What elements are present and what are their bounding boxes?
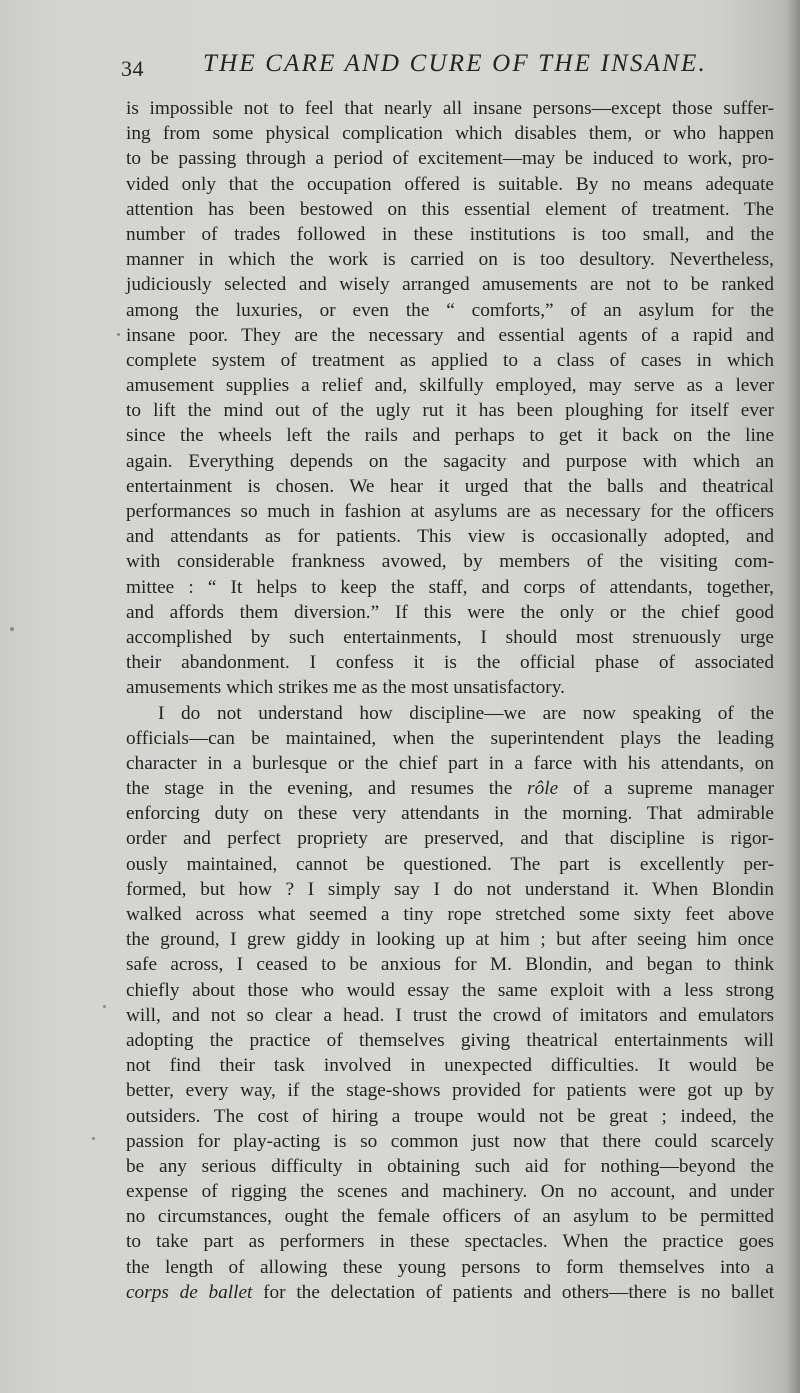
paper-speck (103, 1005, 106, 1008)
text-line: the ground, I grew giddy in looking up at him ; but after seeing him once (126, 929, 774, 951)
text-line: ously maintained, cannot be questioned. The part is excellently per- (126, 853, 774, 875)
paragraph-first-line: I do not understand how discipline—we are now speaking of the (158, 702, 774, 724)
text-line: walked across what seemed a tiny rope stretched some sixty feet above (126, 904, 774, 925)
page-number: 34 (121, 56, 144, 81)
line-text: the stage in the evening, and resumes the (126, 778, 528, 800)
text-line: vided only that the occupation offered is suitable. By no means adequate (126, 173, 774, 195)
text-line: and attendants as for patients. This view is occasionally adopted, and (126, 526, 774, 548)
text-line: since the wheels left the rails and perhaps to get it back on the line (126, 425, 774, 447)
text-line: safe across, I ceased to be anxious for M. Blondin, and began to think (126, 954, 774, 976)
text-line: to take part as performers in these spectacles. When the practice goes (126, 1231, 774, 1253)
text-line: ing from some physical complication which disables them, or who happen (126, 123, 774, 145)
body-text (126, 96, 774, 1305)
text-line: amusement supplies a relief and, skilfully employed, may serve as a lever (126, 375, 774, 397)
text-line: expense of rigging the scenes and machinery. On no account, and under (126, 1181, 774, 1203)
line-text: of a supreme manager (558, 778, 774, 800)
text-line: order and perfect propriety are preserved, and that discipline is rigor- (126, 828, 774, 850)
text-line: passion for play-acting is so common just now that there could scarcely (126, 1130, 774, 1152)
paper-speck (10, 627, 14, 631)
italic-corps-de-ballet: corps de ballet (126, 1281, 253, 1303)
text-line: adopting the practice of themselves giving theatrical entertainments will (126, 1029, 774, 1051)
running-title: THE CARE AND CURE OF THE INSANE. (203, 50, 707, 77)
text-line: with considerable frankness avowed, by members of the visiting com- (126, 551, 774, 573)
text-line: character in a burlesque or the chief part in a farce with his attendants, on (126, 752, 774, 774)
text-line: better, every way, if the stage-shows provided for patients were got up by (126, 1080, 774, 1102)
text-line: manner in which the work is carried on is too desultory. Nevertheless, (126, 249, 774, 271)
text-line: the length of allowing these young persons to form themselves into a (126, 1256, 774, 1278)
paper-speck (92, 1137, 95, 1140)
page-edge-shadow (786, 0, 800, 1393)
paper-speck (117, 333, 120, 336)
text-line-with-italic (126, 776, 774, 801)
text-line: mittee : “ It helps to keep the staff, and corps of attendants, together, (126, 576, 774, 598)
text-line-with-italic (126, 1280, 774, 1305)
text-line: judiciously selected and wisely arranged amusements are not to be ranked (126, 274, 774, 296)
text-line: formed, but how ? I simply say I do not understand it. When Blondin (126, 878, 774, 900)
text-line: not find their task involved in unexpected difficulties. It would be (126, 1055, 774, 1077)
italic-role: rôle (527, 778, 559, 800)
text-line: complete system of treatment as applied to a class of cases in which (126, 349, 774, 371)
text-line: to lift the mind out of the ugly rut it has been ploughing for itself ever (126, 400, 774, 422)
text-line: enforcing duty on these very attendants in the morning. That admirable (126, 803, 774, 825)
text-line: is impossible not to feel that nearly all insane persons—except those suffer- (126, 98, 774, 119)
text-line: performances so much in fashion at asylums are as necessary for the officers (126, 501, 774, 522)
line-text: for the delectation of patients and others—there is no ballet (252, 1281, 774, 1303)
text-line: number of trades followed in these institutions is too small, and the (126, 223, 774, 245)
text-line: officials—can be maintained, when the superintendent plays the leading (126, 727, 774, 749)
text-line: no circumstances, ought the female officers of an asylum to be permitted (126, 1206, 774, 1228)
text-line: outsiders. The cost of hiring a troupe would not be great ; indeed, the (126, 1105, 774, 1127)
text-line: chiefly about those who would essay the same exploit with a less strong (126, 979, 774, 1001)
text-line: insane poor. They are the necessary and essential agents of a rapid and (126, 324, 774, 346)
text-line: accomplished by such entertainments, I should most strenuously urge (126, 626, 774, 648)
text-line: amusements which strikes me as the most unsatisfactory. (126, 677, 565, 699)
text-line: among the luxuries, or even the “ comforts,” of an asylum for the (126, 299, 774, 321)
text-line: to be passing through a period of excitement—may be induced to work, pro- (126, 148, 774, 170)
text-line: their abandonment. I confess it is the official phase of associated (126, 652, 774, 674)
text-line: entertainment is chosen. We hear it urged that the balls and theatrical (126, 475, 774, 497)
text-line: and affords them diversion.” If this were the only or the chief good (126, 601, 774, 623)
text-line: will, and not so clear a head. I trust the crowd of imitators and emulators (126, 1004, 774, 1026)
text-line: be any serious difficulty in obtaining such aid for nothing—beyond the (126, 1155, 774, 1177)
page-header (121, 48, 707, 88)
text-line: attention has been bestowed on this essential element of treatment. The (126, 198, 774, 220)
text-line: again. Everything depends on the sagacity and purpose with which an (126, 450, 774, 472)
